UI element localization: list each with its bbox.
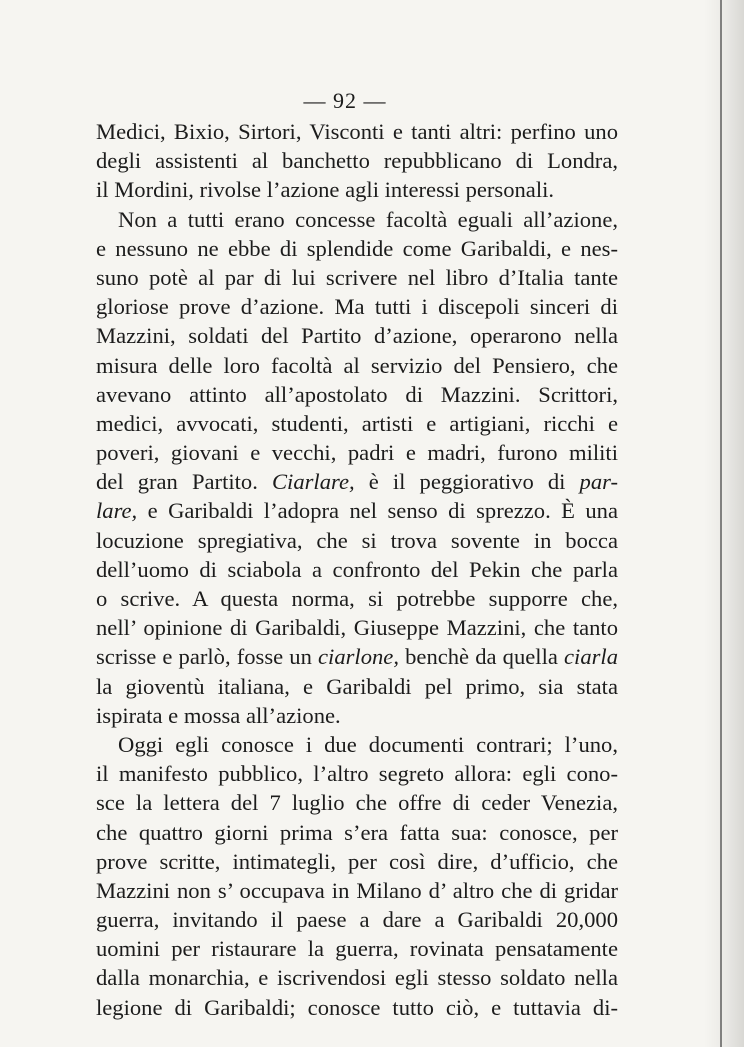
page-edge-line — [720, 0, 722, 1047]
text-segment: e Garibaldi l’adopra nel senso di sprezzo. È una — [137, 498, 618, 524]
text-line — [96, 263, 618, 292]
italic-word: Ciarlare, — [271, 469, 355, 495]
text-line — [96, 876, 618, 905]
text-segment: locuzione spregiativa, che si trova sovente in bocca — [96, 527, 618, 553]
text-segment: avevano attinto all’apostolato di Mazzini. Scrittori, — [96, 381, 618, 407]
text-line — [96, 321, 618, 350]
text-segment: che quattro giorni prima s’era fatta sua: conosce, per — [96, 819, 618, 845]
text-segment: benchè da quella — [398, 644, 565, 670]
text-line — [96, 467, 618, 496]
text-line — [96, 409, 618, 438]
text-line — [96, 672, 618, 701]
text-segment: dalla monarchia, e iscrivendosi egli stesso soldato nella — [96, 965, 618, 991]
text-segment: o scrive. A questa norma, si potrebbe supporre che, — [96, 586, 618, 611]
text-line — [96, 175, 618, 204]
text-line — [96, 701, 618, 730]
text-segment: del gran Partito. — [96, 469, 272, 495]
text-line — [96, 292, 618, 321]
text-line — [96, 818, 618, 847]
text-line — [96, 730, 618, 759]
text-line — [96, 993, 618, 1022]
body-text — [96, 117, 618, 1022]
text-segment: nell’ opinione di Garibaldi, Giuseppe Mazzini, che tanto — [96, 615, 618, 641]
text-line — [96, 351, 618, 380]
text-line — [96, 526, 618, 555]
italic-word: lare, — [96, 498, 138, 524]
text-segment: e nessuno ne ebbe di splendide come Garibaldi, e nes- — [96, 235, 618, 261]
text-segment: Non a tutti erano concesse facoltà eguali all’azione, — [118, 206, 618, 232]
text-line — [96, 234, 618, 263]
text-segment: guerra, invitando il paese a dare a Garibaldi 20,000 — [96, 907, 618, 933]
text-segment: uomini per ristaurare la guerra, rovinata pensatamente — [96, 936, 618, 962]
text-line — [96, 963, 618, 992]
text-segment: legione di Garibaldi; conosce tutto ciò, e tuttavia di- — [96, 994, 618, 1020]
text-segment: sce la lettera del 7 luglio che offre di ceder Venezia, — [96, 790, 618, 816]
text-line — [96, 380, 618, 409]
text-line — [96, 847, 618, 876]
text-segment: la gioventù italiana, e Garibaldi pel primo, sia stata — [96, 673, 618, 699]
text-line — [96, 788, 618, 817]
text-line — [96, 146, 618, 175]
text-line — [96, 759, 618, 788]
text-line — [96, 934, 618, 963]
italic-word: par- — [579, 469, 619, 495]
page-number: — 92 — — [303, 88, 387, 113]
text-segment: Oggi egli conosce i due documenti contrari; l’uno, — [118, 731, 618, 757]
text-line — [96, 205, 618, 234]
text-line — [96, 584, 618, 613]
text-segment: misura delle loro facoltà al servizio del Pensiero, che — [96, 352, 618, 378]
text-line — [96, 438, 618, 467]
text-line — [96, 496, 618, 525]
italic-word: ciarla — [564, 644, 618, 670]
text-segment: Mazzini non s’ occupava in Milano d’ altro che di gridar — [96, 877, 618, 903]
text-segment: Mazzini, soldati del Partito d’azione, operarono nella — [96, 323, 618, 349]
text-line — [96, 613, 618, 642]
text-segment: il Mordini, rivolse l’azione agli interessi personali. — [96, 177, 555, 203]
italic-word: ciarlone, — [318, 644, 399, 670]
text-segment: scrisse e parlò, fosse un — [96, 644, 319, 670]
text-segment: medici, avvocati, studenti, artisti e artigiani, ricchi e — [96, 410, 618, 436]
text-segment: suno potè al par di lui scrivere nel libro d’Italia tante — [96, 264, 618, 290]
text-segment: è il peggiorativo di — [354, 469, 580, 495]
text-segment: Medici, Bixio, Sirtori, Visconti e tanti altri: perfino uno — [96, 119, 618, 144]
text-segment: poveri, giovani e vecchi, padri e madri, furono militi — [96, 440, 618, 466]
text-line — [96, 555, 618, 584]
text-line — [96, 905, 618, 934]
text-segment: dell’uomo di sciabola a confronto del Pekin che parla — [96, 556, 618, 582]
text-segment: il manifesto pubblico, l’altro segreto allora: egli cono- — [96, 761, 618, 787]
page-edge-shadow — [704, 0, 744, 1047]
text-segment: prove scritte, intimategli, per così dire, d’ufficio, che — [96, 848, 618, 874]
text-segment: ispirata e mossa all’azione. — [96, 702, 341, 728]
text-line — [96, 642, 618, 671]
text-line — [96, 117, 618, 146]
text-segment: degli assistenti al banchetto repubblicano di Londra, — [96, 148, 618, 174]
text-segment: gloriose prove d’azione. Ma tutti i discepoli sinceri di — [96, 294, 618, 320]
